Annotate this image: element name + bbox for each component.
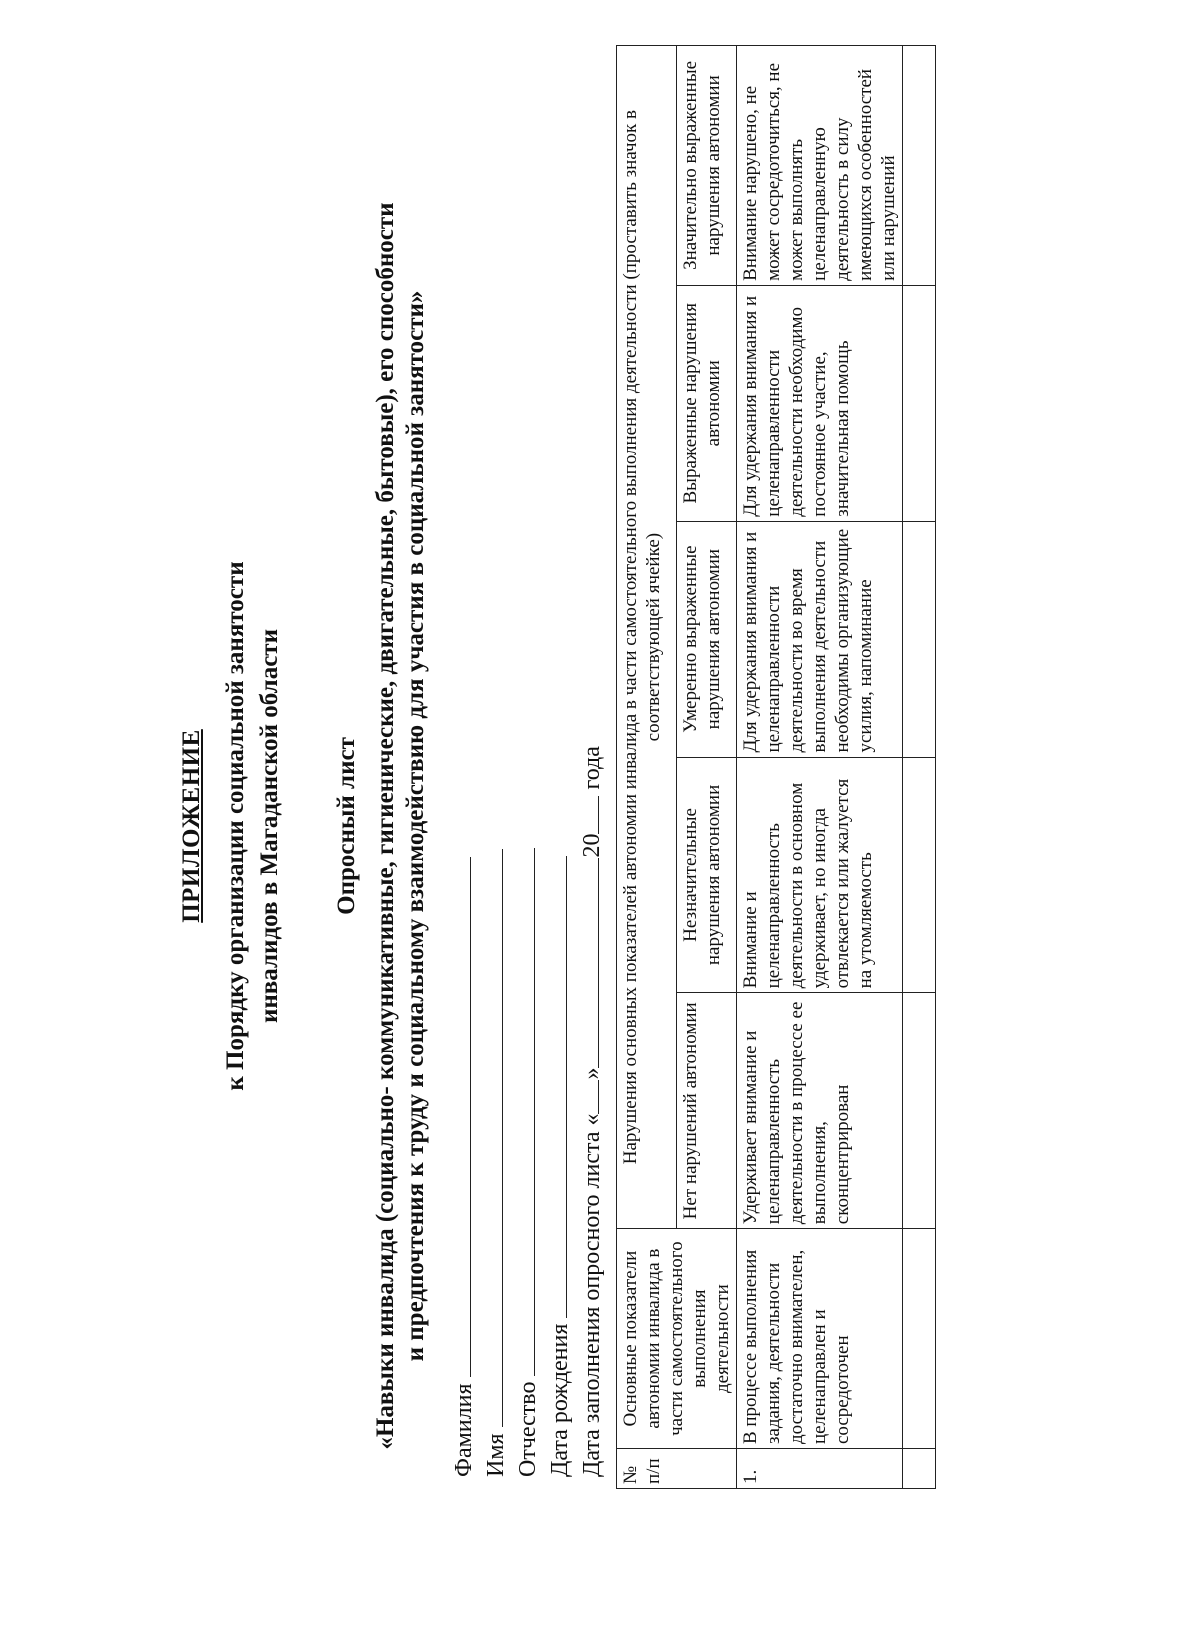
table-row	[903, 46, 936, 1489]
region-reference: инвалидов в Магаданской области	[256, 629, 283, 1023]
empty-cell[interactable]	[903, 757, 936, 993]
row-indicator: В процессе выполнения задания, деятельности достаточно внимателен, целенаправлен и сосредоточен	[737, 1229, 903, 1449]
fill-date-quote: »	[579, 1067, 605, 1080]
survey-title: Опросный лист	[333, 737, 360, 915]
level-critical: Значительно выраженные нарушения автономии	[677, 46, 737, 286]
header-violations: Нарушения основных показателей автономии инвалида в части самостоятельного выполнения деятельности (проставить значок в соответствующей ячейке)	[617, 46, 677, 1229]
name-field[interactable]	[480, 746, 512, 1477]
surname-field[interactable]	[448, 746, 480, 1477]
row-cell-moderate[interactable]: Для удержания внимания и целенаправленности деятельности во время выполнения деятельности необходимы организующие усилия, напоминание	[737, 521, 903, 757]
empty-cell[interactable]	[903, 285, 936, 521]
fill-month-line[interactable]	[576, 858, 599, 1068]
fill-year-line[interactable]	[576, 796, 599, 834]
row-cell-none[interactable]: Удерживает внимание и целенаправленность деятельности в процессе ее выполнения, сконцентрирован	[737, 993, 903, 1229]
name-label: Имя	[483, 1433, 509, 1477]
header-num: № п/п	[617, 1449, 737, 1489]
name-line[interactable]	[480, 849, 503, 1427]
level-none: Нет нарушений автономии	[677, 993, 737, 1229]
level-minor: Незначительные нарушения автономии	[677, 757, 737, 993]
appendix-heading: ПРИЛОЖЕНИЕ	[178, 729, 205, 923]
survey-subtitle-line1: «Навыки инвалида (социально- коммуникативные, гигиенические, двигательные, бытовые), его способности	[372, 202, 399, 1450]
fill-date-year: 20	[579, 833, 605, 858]
empty-cell[interactable]	[903, 1449, 936, 1489]
birth-date-line[interactable]	[544, 856, 567, 1318]
fill-date-suffix: года	[579, 746, 605, 790]
empty-cell[interactable]	[903, 521, 936, 757]
header-indicators: Основные показатели автономии инвалида в части самостоятельного выполнения деятельности	[617, 1229, 737, 1449]
row-cell-minor[interactable]: Внимание и целенаправленность деятельности в основном удерживает, но иногда отвлекается или жалуется на утомляемость	[737, 757, 903, 993]
order-reference: к Порядку организации социальной занятости	[222, 561, 249, 1091]
row-cell-critical[interactable]: Внимание нарушено, не может сосредоточиться, не может выполнять целенаправленную деятельность в силу имеющихся особенностей или нарушений	[737, 46, 903, 286]
personal-fields	[448, 746, 608, 1477]
fill-date-field[interactable]	[576, 746, 608, 1477]
birth-date-field[interactable]	[544, 746, 576, 1477]
level-severe: Выраженные нарушения автономии	[677, 285, 737, 521]
birth-date-label: Дата рождения	[547, 1323, 573, 1477]
table-row	[737, 46, 903, 1489]
patronymic-line[interactable]	[512, 848, 535, 1376]
level-moderate: Умеренно выраженные нарушения автономии	[677, 521, 737, 757]
survey-subtitle-line2: и предпочтения к труду и социальному взаимодействию для участия в социальной занятости»	[402, 290, 429, 1362]
patronymic-field[interactable]	[512, 746, 544, 1477]
empty-cell[interactable]	[903, 993, 936, 1229]
row-cell-severe[interactable]: Для удержания внимания и целенаправленности деятельности необходимо постоянное участие, значительная помощь	[737, 285, 903, 521]
empty-cell[interactable]	[903, 46, 936, 286]
surname-label: Фамилия	[451, 1383, 477, 1477]
fill-day-line[interactable]	[576, 1080, 599, 1114]
surname-line[interactable]	[448, 857, 471, 1377]
autonomy-table	[616, 45, 936, 1489]
patronymic-label: Отчество	[515, 1381, 541, 1477]
empty-cell[interactable]	[903, 1229, 936, 1449]
row-num: 1.	[737, 1449, 903, 1489]
fill-date-prefix: Дата заполнения опросного листа «	[579, 1113, 605, 1477]
